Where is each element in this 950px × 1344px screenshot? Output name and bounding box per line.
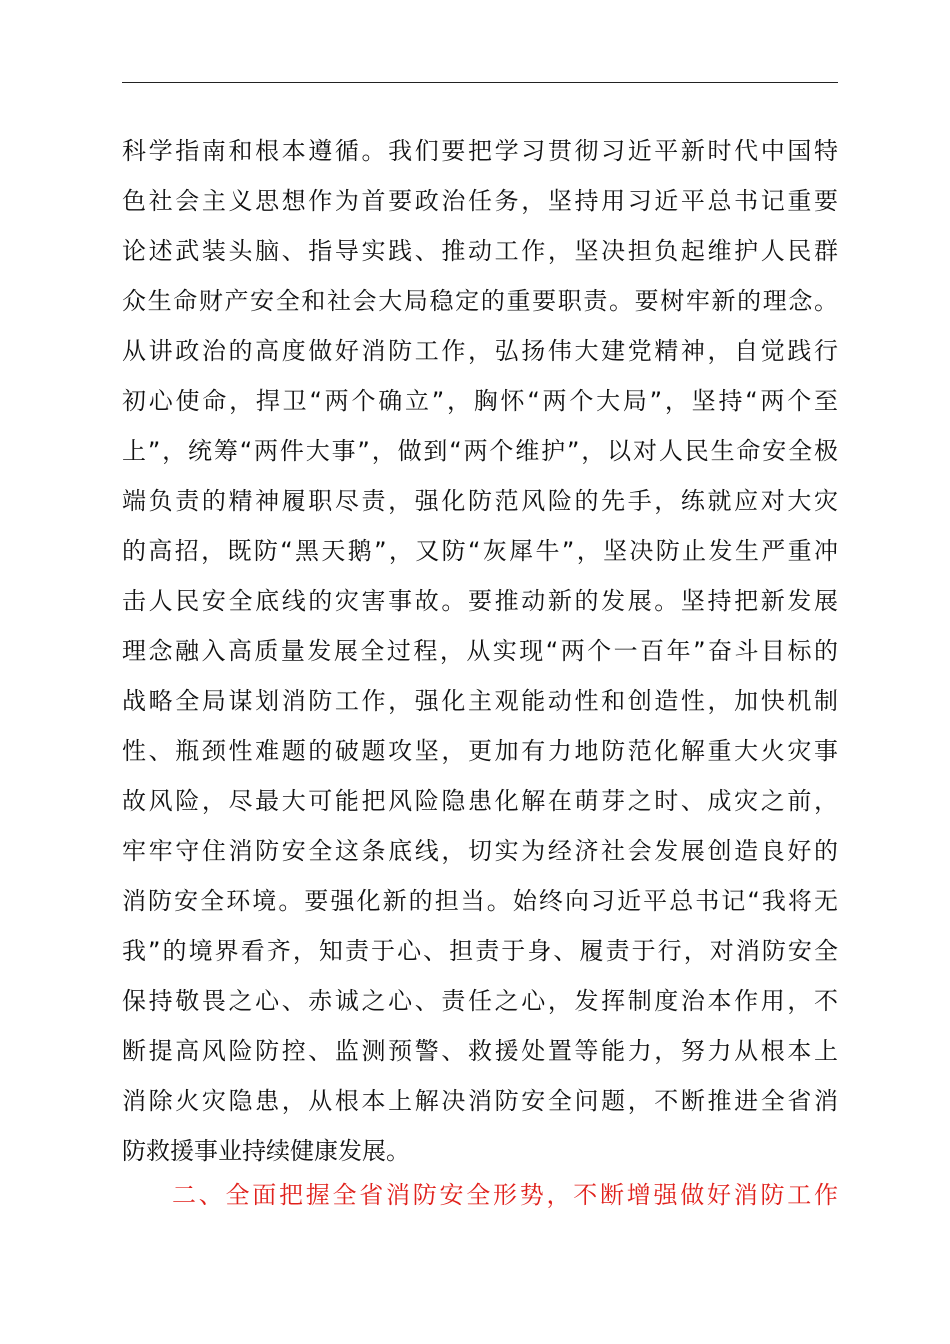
body-paragraph <box>122 126 838 1176</box>
body-line: 理念融入高质量发展全过程，从实现“两个一百年”奋斗目标的 <box>122 637 838 665</box>
body-line: 断提高风险防控、监测预警、救援处置等能力，努力从根本上 <box>122 1037 838 1065</box>
body-line: 我”的境界看齐，知责于心、担责于身、履责于行，对消防安全 <box>122 937 838 965</box>
body-line: 消防安全环境。要强化新的担当。始终向习近平总书记“我将无 <box>122 887 838 915</box>
body-line: 牢牢守住消防安全这条底线，切实为经济社会发展创造良好的 <box>122 837 838 865</box>
body-line: 上”，统筹“两件大事”，做到“两个维护”，以对人民生命安全极 <box>122 437 838 465</box>
body-line: 从讲政治的高度做好消防工作，弘扬伟大建党精神，自觉践行 <box>122 337 838 365</box>
body-line: 防救援事业持续健康发展。 <box>122 1137 410 1165</box>
body-line: 消除火灾隐患，从根本上解决消防安全问题，不断推进全省消 <box>122 1087 838 1115</box>
body-line: 的高招，既防“黑天鹅”，又防“灰犀牛”，坚决防止发生严重冲 <box>122 537 838 565</box>
body-line: 性、瓶颈性难题的破题攻坚，更加有力地防范化解重大火灾事 <box>122 737 838 765</box>
body-line: 科学指南和根本遵循。我们要把学习贯彻习近平新时代中国特 <box>122 137 838 165</box>
section-heading: 二、全面把握全省消防安全形势，不断增强做好消防工作 <box>172 1181 838 1209</box>
body-line: 保持敬畏之心、赤诚之心、责任之心，发挥制度治本作用，不 <box>122 987 838 1015</box>
body-line: 色社会主义思想作为首要政治任务，坚持用习近平总书记重要 <box>122 187 838 215</box>
body-line: 故风险，尽最大可能把风险隐患化解在萌芽之时、成灾之前， <box>122 787 838 815</box>
body-line: 论述武装头脑、指导实践、推动工作，坚决担负起维护人民群 <box>122 237 838 265</box>
body-line: 战略全局谋划消防工作，强化主观能动性和创造性，加快机制 <box>122 687 838 715</box>
body-line: 端负责的精神履职尽责，强化防范风险的先手，练就应对大灾 <box>122 487 838 515</box>
body-line: 击人民安全底线的灾害事故。要推动新的发展。坚持把新发展 <box>122 587 838 615</box>
header-rule <box>122 82 838 83</box>
body-line: 众生命财产安全和社会大局稳定的重要职责。要树牢新的理念。 <box>122 287 838 315</box>
body-line: 初心使命，捍卫“两个确立”，胸怀“两个大局”，坚持“两个至 <box>122 387 838 415</box>
